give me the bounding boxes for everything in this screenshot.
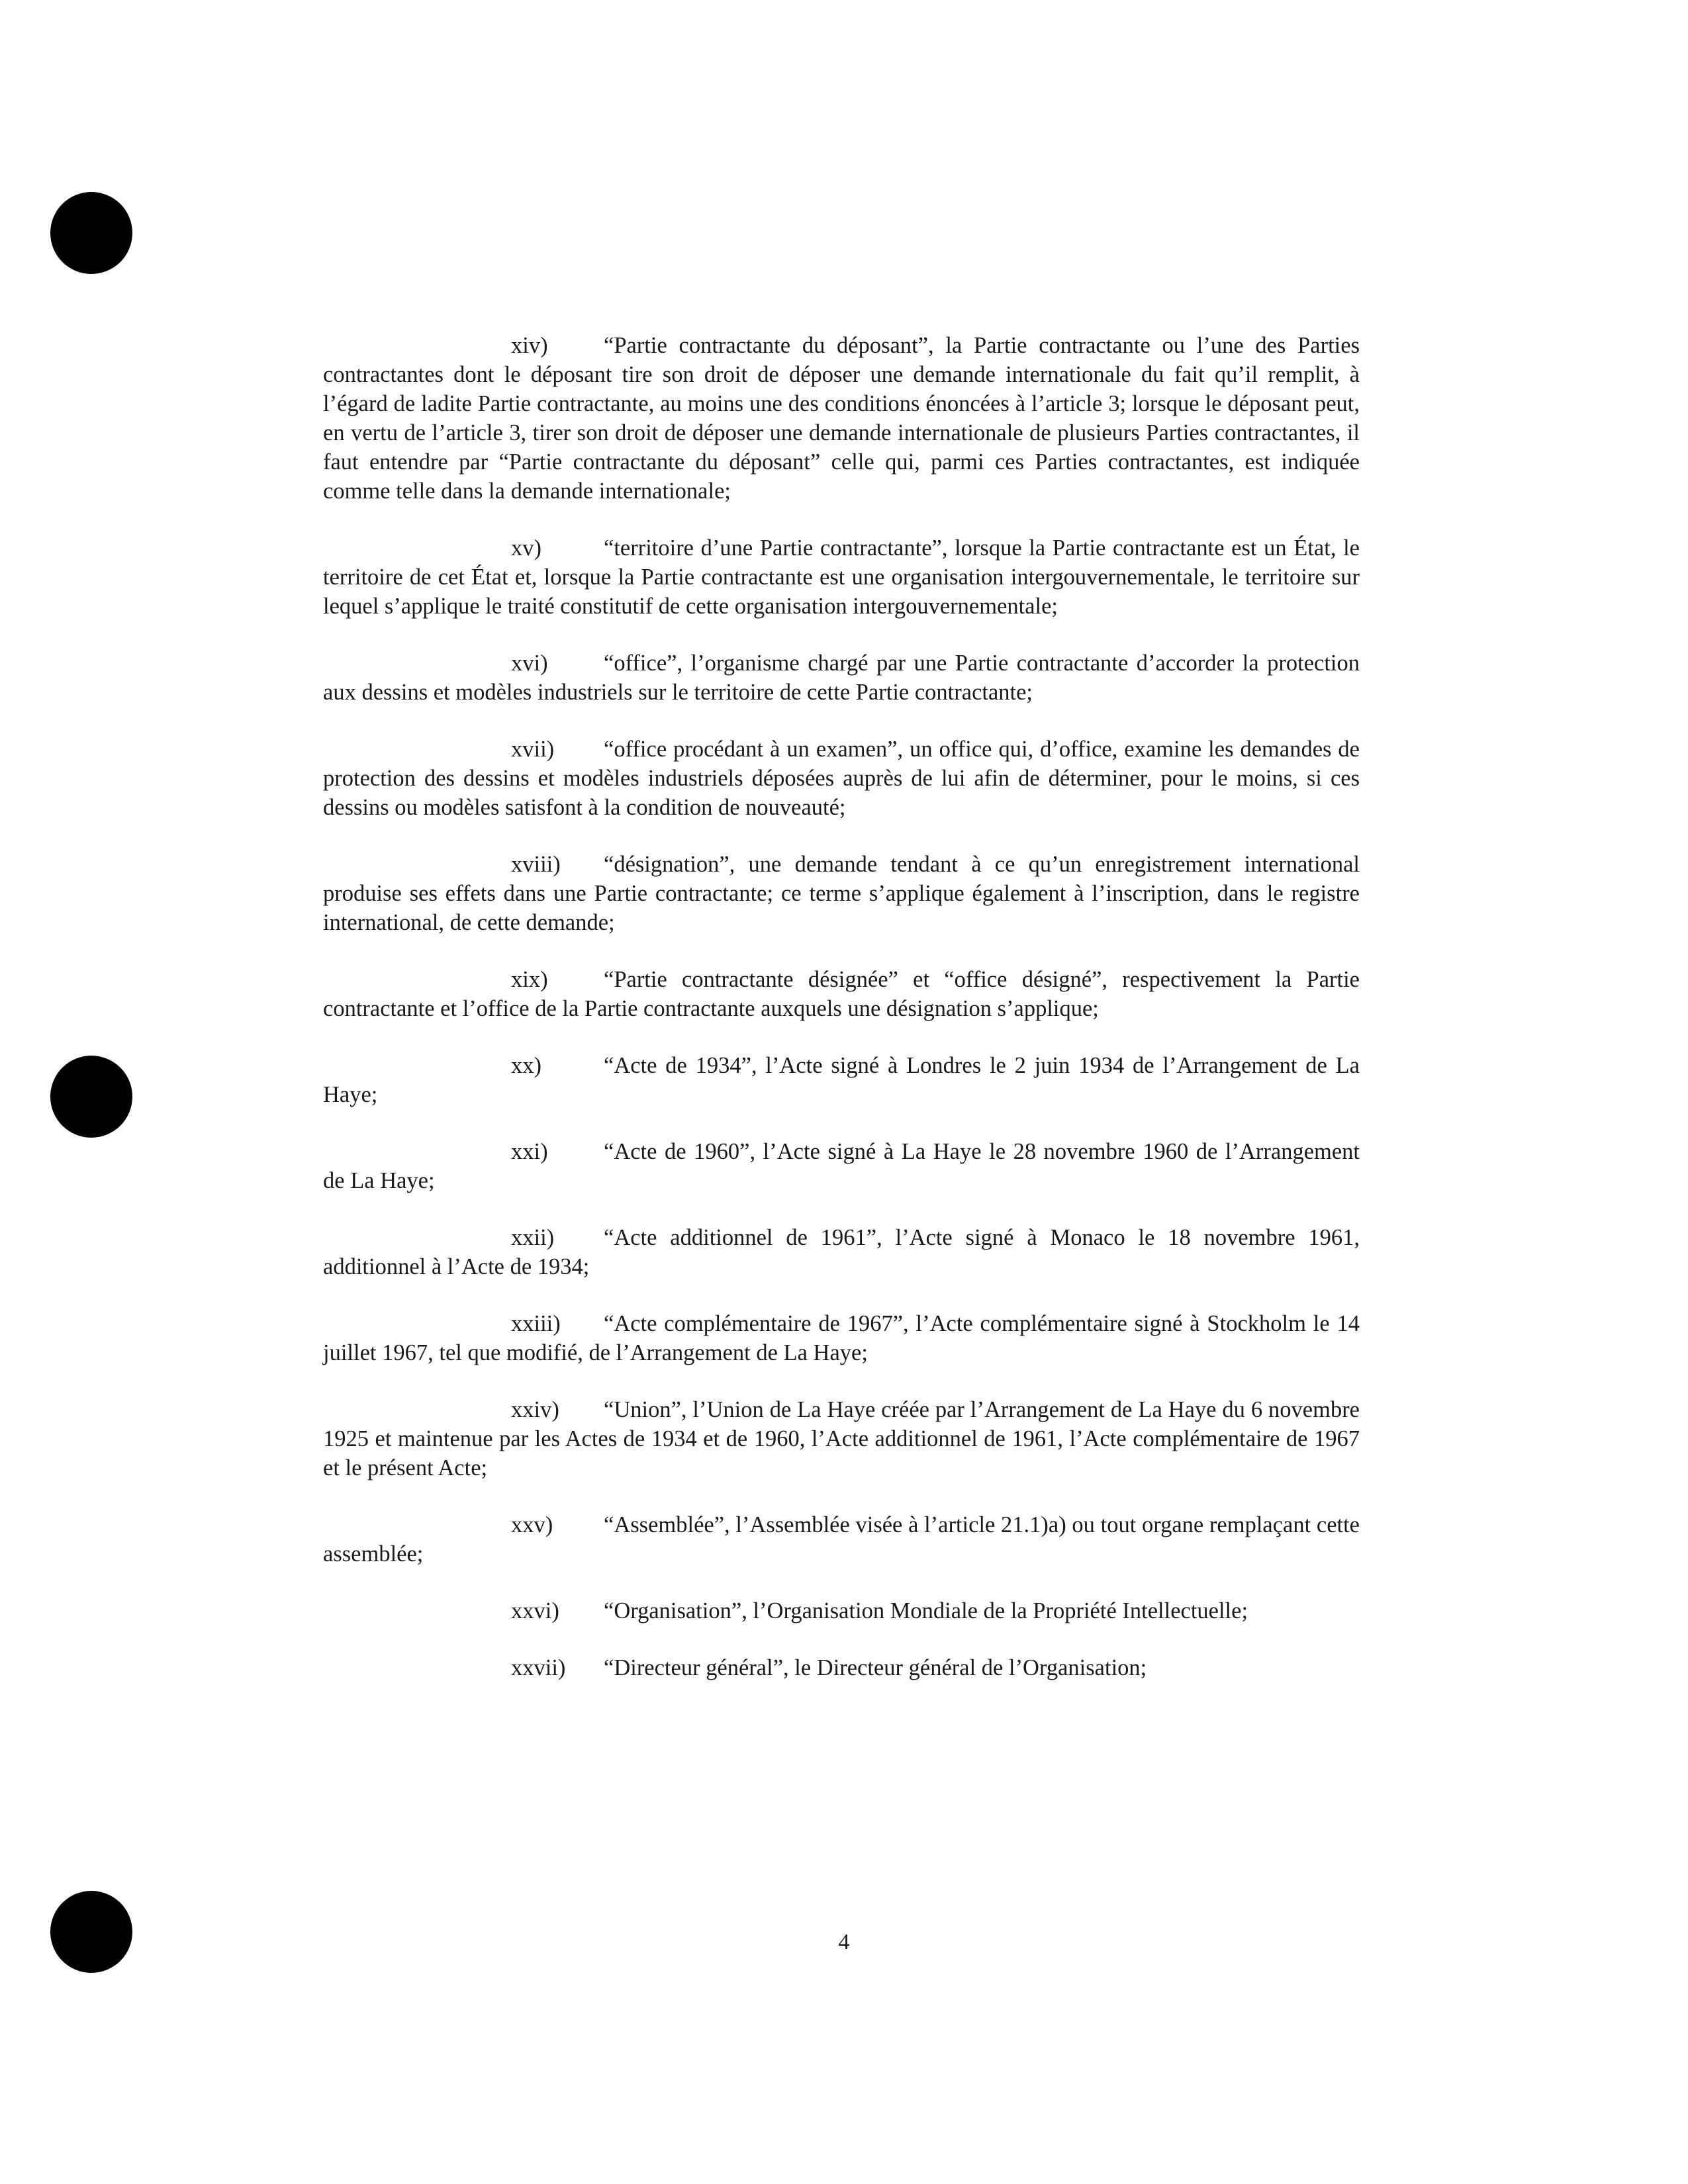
definition-item [323,1510,1360,1569]
definition-text: “Organisation”, l’Organisation Mondiale de la Propriété Intellectuelle; [604,1598,1248,1623]
definition-text: “Acte complémentaire de 1967”, l’Acte complémentaire signé à Stockholm le 14 juillet 1967, tel que modifié, de l’Arrangement de La Haye; [323,1311,1360,1365]
definition-item [323,1395,1360,1482]
definition-number: xvi) [511,651,548,676]
definition-number: xx) [511,1053,541,1078]
definition-number: xxi) [511,1139,548,1164]
definition-number: xxiii) [511,1311,561,1336]
definition-item [323,1223,1360,1281]
definition-number: xxiv) [511,1397,559,1422]
page-number: 4 [838,1930,850,1954]
definition-item [323,1137,1360,1195]
definition-number: xxii) [511,1225,555,1250]
definition-item [323,965,1360,1023]
definition-item [323,735,1360,822]
definitions-list [323,331,1360,1710]
punch-hole-middle [50,1056,132,1138]
definition-item [323,1596,1360,1625]
definition-item [323,1309,1360,1367]
definition-number: xxvii) [511,1655,566,1680]
definition-text: “office”, l’organisme chargé par une Partie contractante d’accorder la protection aux dessins et modèles industriels sur le territoire de cette Partie contractante; [323,651,1360,705]
definition-text: “Union”, l’Union de La Haye créée par l’Arrangement de La Haye du 6 novembre 1925 et maintenue par les Actes de 1934 et de 1960, l’Acte additionnel de 1961, l’Acte complémentaire de 1967 et le présent Acte; [323,1397,1360,1480]
definition-text: “Acte de 1960”, l’Acte signé à La Haye le 28 novembre 1960 de l’Arrangement de La Haye; [323,1139,1360,1193]
definition-text: “Assemblée”, l’Assemblée visée à l’article 21.1)a) ou tout organe remplaçant cette assemblée; [323,1512,1360,1567]
definition-text: “Directeur général”, le Directeur général de l’Organisation; [604,1655,1147,1680]
definition-text: “Acte additionnel de 1961”, l’Acte signé à Monaco le 18 novembre 1961, additionnel à l’Acte de 1934; [323,1225,1360,1279]
definition-item [323,649,1360,707]
definition-item [323,1051,1360,1109]
definition-item [323,331,1360,506]
definition-number: xxvi) [511,1598,559,1623]
definition-text: “Partie contractante désignée” et “office désigné”, respectivement la Partie contractante et l’office de la Partie contractante auxquels une désignation s’applique; [323,967,1360,1021]
definition-number: xxv) [511,1512,553,1537]
definition-item [323,533,1360,621]
definition-number: xiv) [511,333,548,358]
definition-number: xv) [511,535,541,561]
definition-text: “désignation”, une demande tendant à ce qu’un enregistrement international produise ses effets dans une Partie contractante; ce terme s’applique également à l’inscription, dans le registre international, de cette demande; [323,852,1360,935]
definition-text: “Partie contractante du déposant”, la Partie contractante ou l’une des Parties contractantes dont le déposant tire son droit de déposer une demande internationale du fait qu’il remplit, à l’égard de ladite Partie contractante, au moins une des conditions énoncées à l’article 3; lorsque le déposant peut, en vertu de l’article 3, tirer son droit de déposer une demande internationale de plusieurs Parties contractantes, il faut entendre par “Partie contractante du déposant” celle qui, parmi ces Parties contractantes, est indiquée comme telle dans la demande internationale; [323,333,1360,504]
definition-number: xvii) [511,737,555,762]
definition-item [323,1653,1360,1682]
definition-number: xix) [511,967,548,992]
definition-item [323,850,1360,937]
definition-text: “Acte de 1934”, l’Acte signé à Londres le 2 juin 1934 de l’Arrangement de La Haye; [323,1053,1360,1107]
definition-number: xviii) [511,852,561,877]
definition-text: “office procédant à un examen”, un office qui, d’office, examine les demandes de protection des dessins et modèles industriels déposées auprès de lui afin de déterminer, pour le moins, si ces dessins ou modèles satisfont à la condition de nouveauté; [323,737,1360,820]
definition-text: “territoire d’une Partie contractante”, lorsque la Partie contractante est un État, le territoire de cet État et, lorsque la Partie contractante est une organisation intergouvernementale, le territoire sur lequel s’applique le traité constitutif de cette organisation intergouvernementale; [323,535,1360,619]
punch-hole-top [50,192,132,274]
